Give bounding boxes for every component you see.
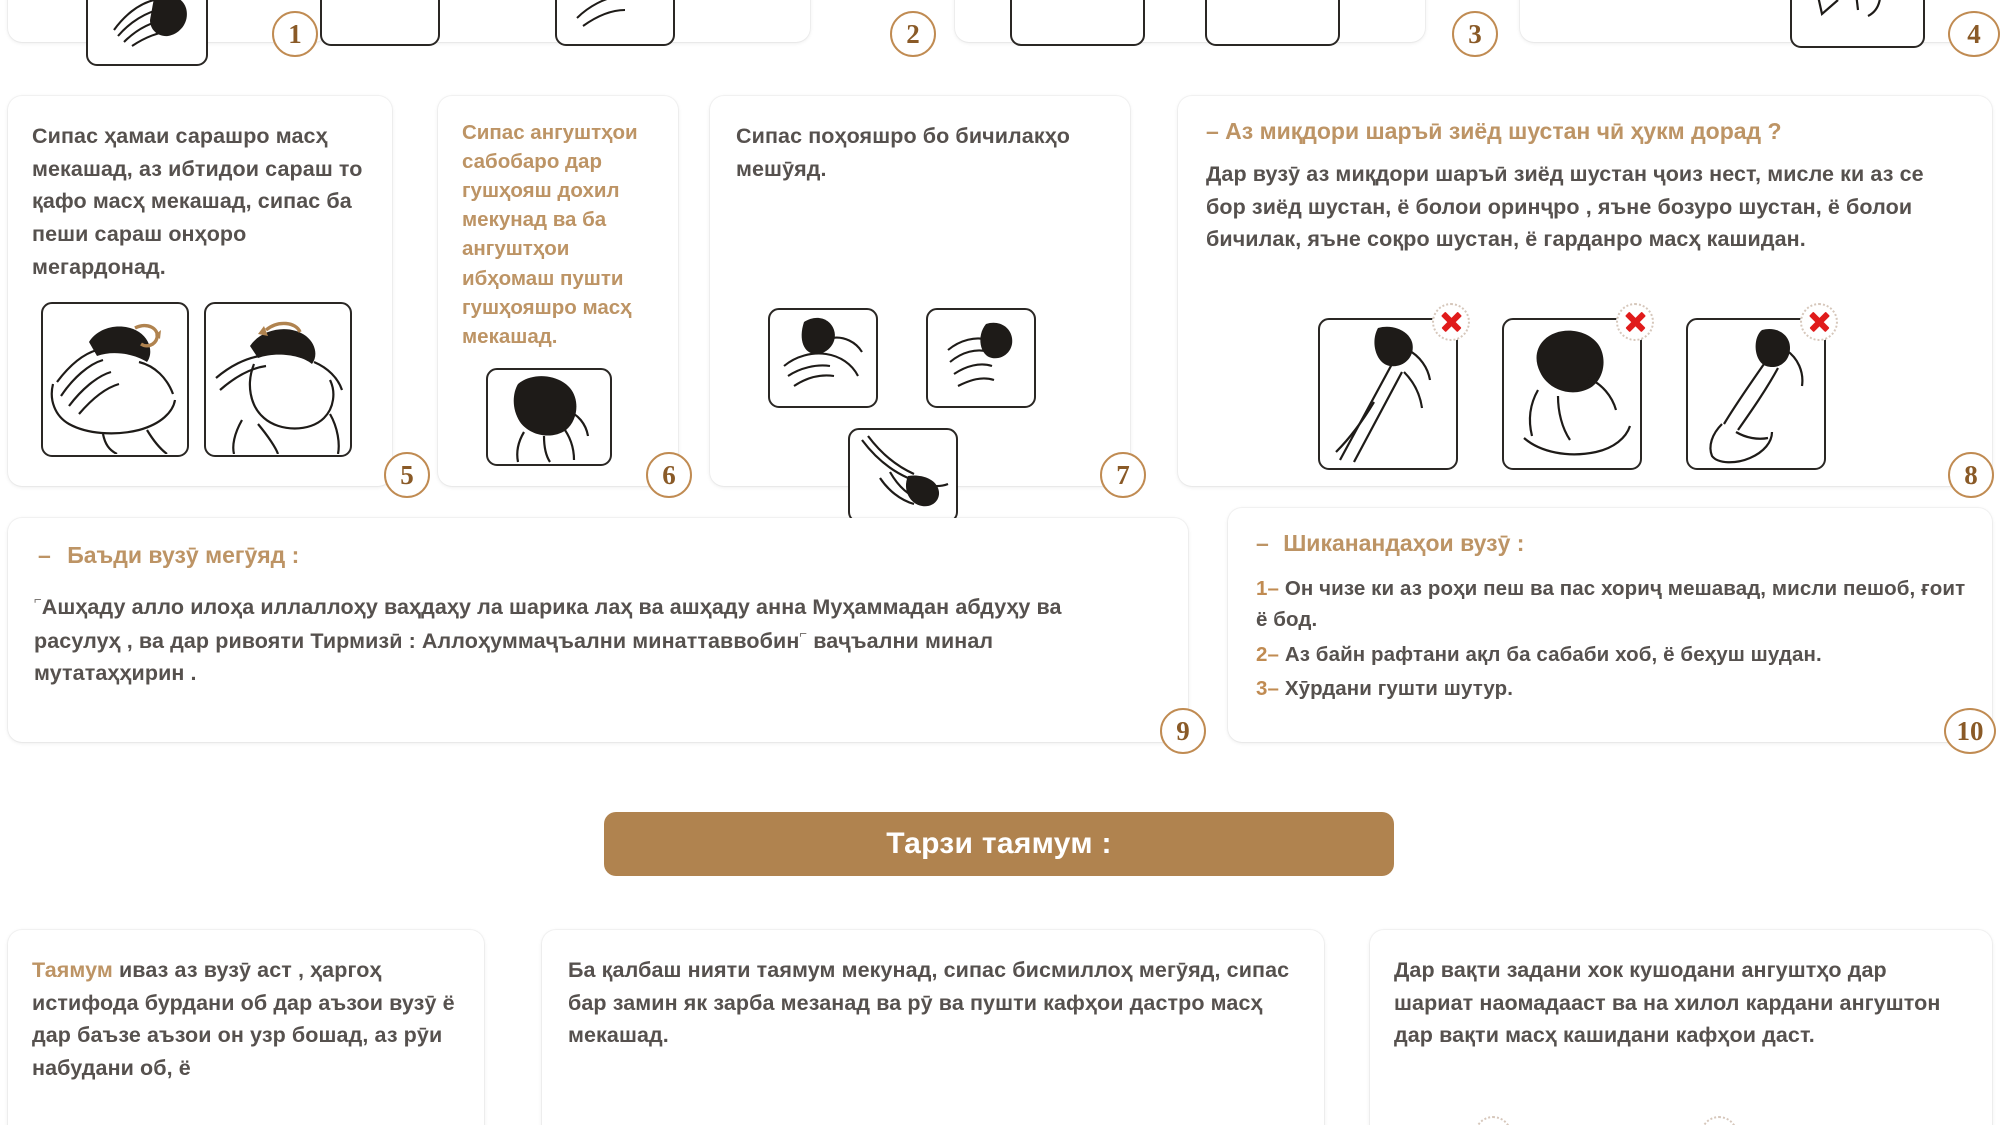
list-item-number: 3–	[1256, 677, 1280, 701]
card-number-3: 3	[1452, 11, 1498, 57]
quote-mark: ⌐	[799, 625, 808, 641]
x-mark-icon	[1616, 303, 1654, 341]
card-number-7: 7	[1100, 452, 1146, 498]
card-6-text: Сипас ангуштҳои сабобаро дар гушҳояш дохил мекунад ва ба ангуштҳои ибҳомаш пушти гушҳояшро масҳ мекашад.	[462, 121, 638, 348]
forbidden-leg-icon	[1688, 320, 1823, 467]
forbidden-arm-icon	[1320, 320, 1455, 467]
card-9-heading	[38, 542, 299, 569]
card-number-10: 10	[1944, 708, 1996, 754]
card-9-heading-dash: –	[38, 542, 51, 568]
card-5	[8, 96, 392, 486]
illustration-thumb-forbidden-masah-neck	[1502, 318, 1642, 470]
quote-mark: ⌐	[34, 592, 42, 607]
card-2	[340, 0, 810, 42]
bottom-card-1-body: иваз аз вузӯ аст , ҳаргоҳ истифода бурдани об дар аъзои вузӯ ё дар баъзе аъзои он узр бошад, аз рӯи набудани об, ё	[32, 958, 455, 1081]
x-mark-icon	[1700, 1116, 1738, 1125]
x-mark-icon	[1800, 303, 1838, 341]
illustration-thumb	[1205, 0, 1340, 46]
illustration-thumb	[555, 0, 675, 46]
masah-head-back-icon	[206, 304, 349, 454]
list-item-number: 1–	[1256, 577, 1280, 600]
section-banner-tayammum	[604, 812, 1394, 876]
hands-wiping-icon	[1792, 0, 1922, 45]
list-item-text: Аз байн рафтани ақл ба сабаби хоб, ё беҳуш шудан.	[1284, 642, 1822, 666]
bottom-card-1	[8, 930, 484, 1125]
illustration-thumb	[1790, 0, 1925, 48]
bottom-card-3-text: Дар вақти задани хок кушодани ангуштҳо дар шариат наомадааст ва на хилол кардани ангуштон дар вақти масҳ кашидани кафҳои даст.	[1394, 958, 1941, 1048]
bottom-card-3	[1370, 930, 1992, 1125]
list-item	[1256, 674, 1968, 705]
x-mark-icon	[1474, 1116, 1512, 1125]
illustration-thumb-masah-head-front	[41, 302, 189, 457]
illustration-thumb-masah-head-back	[204, 302, 352, 457]
card-10-heading-dash: –	[1256, 530, 1269, 556]
illustration-thumb-forbidden-wash-leg	[1686, 318, 1826, 470]
hand-icon	[88, 0, 205, 63]
card-3	[955, 0, 1425, 42]
card-10-heading	[1256, 530, 1524, 557]
illustration-thumb-washing-foot-1	[768, 308, 878, 408]
card-number-1: 1	[272, 11, 318, 57]
card-9-line-1: Ашҳаду алло илоҳа иллаллоҳу ваҳдаҳу ла шарика лаҳ ва ашҳаду анна Муҳаммадан	[41, 595, 950, 619]
card-7	[710, 96, 1130, 486]
masah-head-front-icon	[43, 304, 186, 454]
card-8	[1178, 96, 1992, 486]
bottom-card-2	[542, 930, 1324, 1125]
list-item-text: Хӯрдани гушти шутур.	[1284, 677, 1513, 701]
list-item	[1256, 640, 1968, 671]
card-number-8: 8	[1948, 452, 1994, 498]
illustration-thumb	[320, 0, 440, 46]
card-number-5: 5	[384, 452, 430, 498]
card-number-4: 4	[1948, 11, 2000, 57]
illustration-thumb-washing-foot-3	[848, 428, 958, 523]
list-item-text: Он чизе ки аз роҳи пеш ва пас хориҷ мешавад, мисли пешоб, ғоит ё бод.	[1256, 577, 1966, 631]
mouth-rinse-icon	[557, 0, 672, 43]
card-9-line-2: абдуҳу ва расулуҳ , ва дар ривояти Тирмизӣ : Аллоҳуммаҷъални минаттаввобин	[34, 595, 1062, 653]
bottom-card-1-text	[32, 954, 458, 1085]
foot-wash-1-icon	[770, 310, 875, 405]
card-10-heading-label: Шиканандаҳои вузӯ :	[1283, 530, 1525, 556]
card-8-heading: – Аз миқдори шаръӣ зиёд шустан чӣ ҳукм дорад ?	[1206, 118, 1782, 144]
illustration-thumb-washing-foot-2	[926, 308, 1036, 408]
card-number-9: 9	[1160, 708, 1206, 754]
illustration-thumb	[1010, 0, 1145, 46]
card-number-6: 6	[646, 452, 692, 498]
forbidden-neck-icon	[1504, 320, 1639, 467]
card-4	[1520, 0, 2000, 42]
list-item	[1256, 574, 1968, 636]
card-number-2: 2	[890, 11, 936, 57]
card-5-text: Сипас ҳамаи сарашро масҳ мекашад, аз ибтидои сараш то қафо масҳ мекашад, сипас ба пеши сараш онҳоро мегардонад.	[32, 124, 363, 279]
card-9-body	[34, 590, 1149, 690]
illustration-thumb-masah-ears	[486, 368, 612, 466]
card-10	[1228, 508, 1992, 742]
card-6	[438, 96, 678, 486]
card-7-text: Сипас поҳояшро бо бичилакҳо мешӯяд.	[736, 124, 1070, 181]
banner-label: Тарзи таямум :	[886, 827, 1112, 860]
card-8-text: Дар вузӯ аз миқдори шаръӣ зиёд шустан ҷоиз нест, мисле ки аз се бор зиёд шустан, ё болои оринҷро , яъне бозуро шустан, ё болои бичилак, яъне соқро шустан, ё гарданро масҳ кашидан.	[1206, 162, 1924, 252]
card-9	[8, 518, 1188, 742]
masah-ears-icon	[488, 370, 609, 463]
card-9-line-3: ваҷъални минал мутатаҳҳирин .	[34, 628, 994, 686]
bottom-card-2-text: Ба қалбаш нияти таямум мекунад, сипас бисмиллоҳ мегӯяд, сипас бар замин як зарба мезанад ва рӯ ва пушти кафҳои дастро масҳ мекашад.	[568, 958, 1290, 1048]
x-mark-icon	[1432, 303, 1470, 341]
foot-wash-2-icon	[928, 310, 1033, 405]
accent-word-tayammum: Таямум	[32, 958, 113, 982]
foot-wash-3-icon	[850, 430, 955, 520]
card-9-heading-label: Баъди вузӯ мегӯяд :	[67, 542, 300, 568]
illustration-thumb-forbidden-wash-arm	[1318, 318, 1458, 470]
list-item-number: 2–	[1256, 642, 1280, 666]
illustration-thumb	[86, 0, 208, 66]
